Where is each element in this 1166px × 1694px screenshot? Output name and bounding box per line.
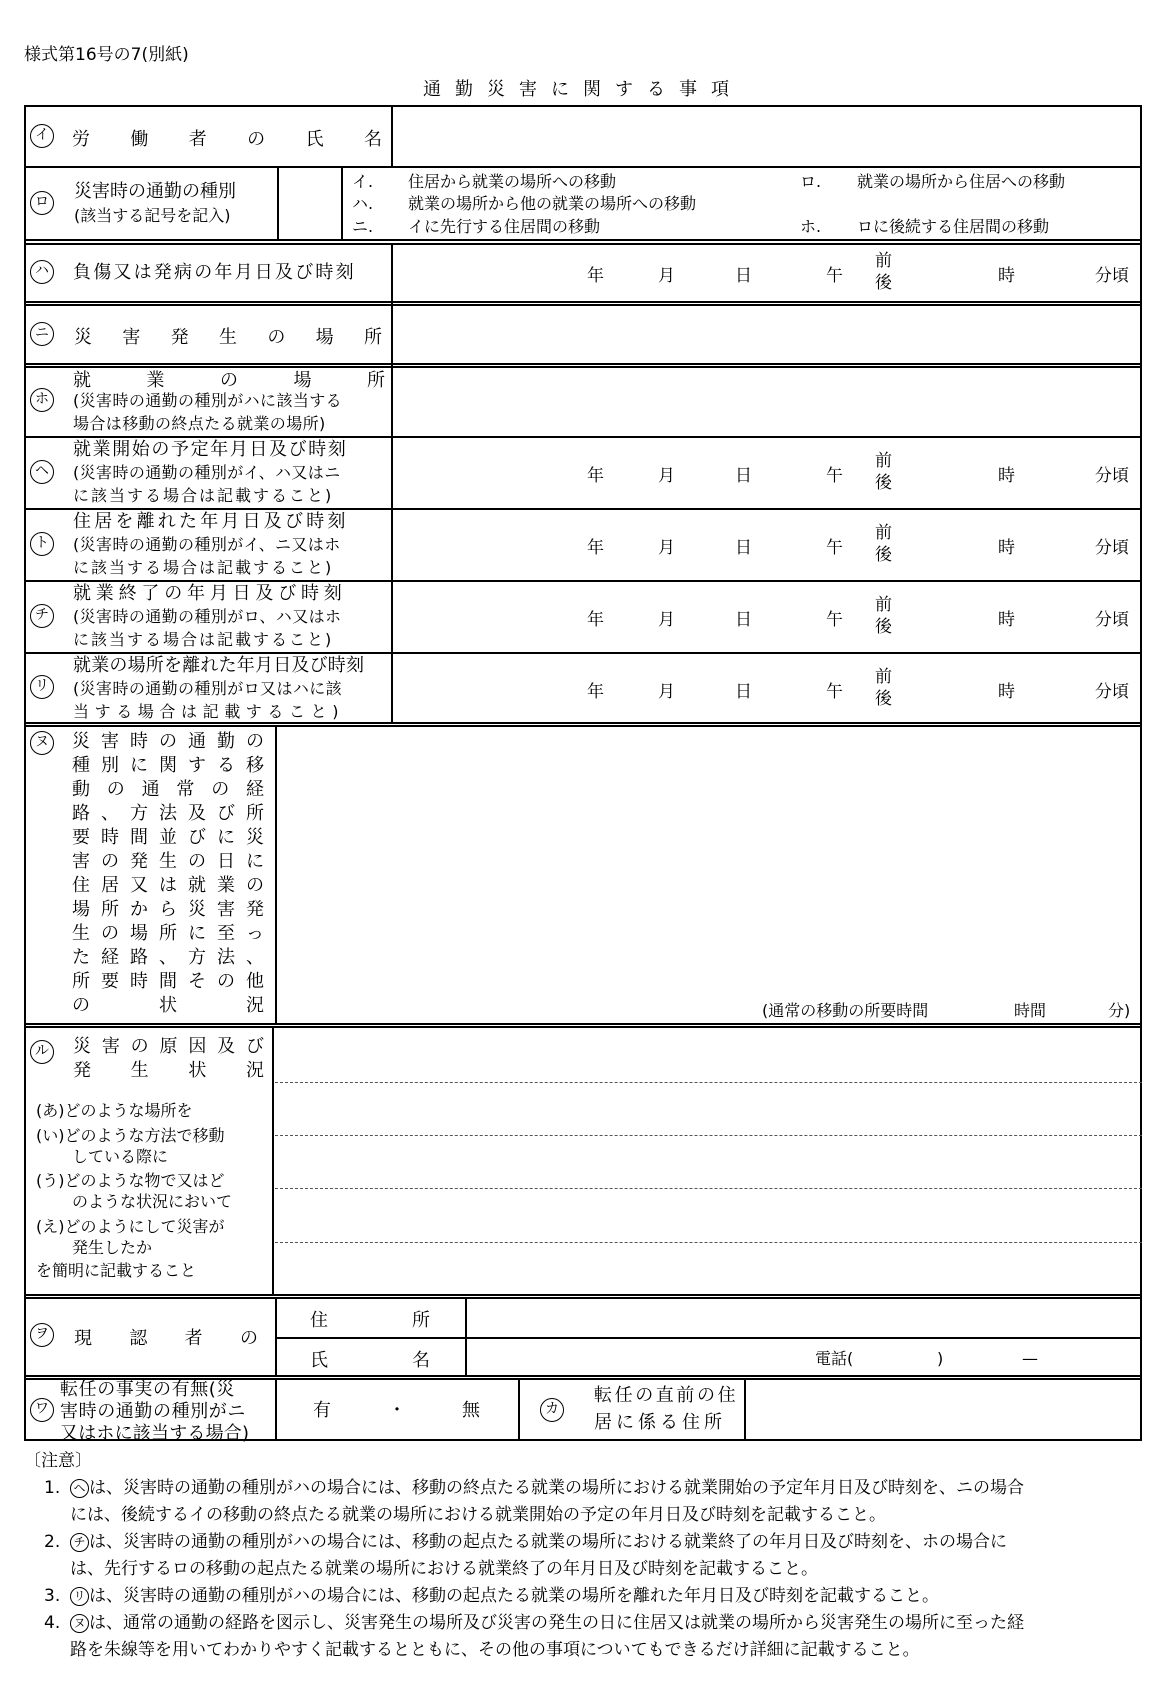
chi-datetime-field[interactable] bbox=[395, 512, 1139, 578]
cause-label-2: 発 生 状 況 bbox=[73, 1060, 264, 1081]
usual-time-minutes-unit: 分) bbox=[1108, 1001, 1131, 1020]
commute-type-sublabel: (該当する記号を記入) bbox=[74, 206, 231, 225]
note-text bbox=[46, 1583, 1142, 1610]
to-unit-month: 月 bbox=[658, 538, 675, 558]
option-text-ha: 就業の場所から他の就業の場所への移動 bbox=[408, 194, 697, 213]
row-divider bbox=[24, 725, 1142, 727]
column-divider bbox=[465, 1297, 467, 1375]
note-text-line-1: は、災害時の通勤の種別がハの場合には、移動の起点たる就業の場所を離れた年月日及び時刻を記載すること。 bbox=[89, 1586, 939, 1606]
he-unit-month: 月 bbox=[658, 466, 675, 486]
transfer-yes-option[interactable]: 有 bbox=[313, 1400, 331, 1421]
to-unit-noon: 午 bbox=[826, 538, 843, 558]
ha-unit-am: 前 bbox=[875, 251, 892, 271]
column-divider bbox=[275, 1378, 277, 1441]
ha-datetime-field[interactable] bbox=[395, 246, 1139, 300]
note-mark-icon: リ bbox=[70, 1587, 89, 1606]
ri-unit-pm: 後 bbox=[875, 689, 892, 709]
notes-section bbox=[24, 1448, 1142, 1664]
transfer-separator: ・ bbox=[388, 1400, 406, 1421]
left-home-note-2: に該当する場合は記載すること) bbox=[73, 558, 334, 577]
page-title: 通勤災害に関する事項 bbox=[423, 79, 743, 100]
notes-heading: 〔注意〕 bbox=[24, 1451, 92, 1471]
note-item bbox=[24, 1583, 1142, 1610]
witness-name-field[interactable] bbox=[469, 1340, 799, 1374]
commute-type-label: 災害時の通勤の種別 bbox=[74, 181, 236, 202]
he-unit-noon: 午 bbox=[826, 466, 843, 486]
transfer-no-option[interactable]: 無 bbox=[462, 1400, 480, 1421]
cause-item-instruction: を簡明に記載すること bbox=[36, 1261, 197, 1280]
mark-nu-icon: ヌ bbox=[30, 731, 54, 755]
left-home-note-1: (災害時の通勤の種別がイ、ニ又はホ bbox=[73, 535, 341, 554]
row-divider bbox=[24, 1026, 1142, 1028]
column-divider bbox=[275, 1297, 277, 1375]
note-number: 1. bbox=[44, 1478, 61, 1498]
mark-ha-icon: ハ bbox=[30, 260, 54, 284]
to-unit-year: 年 bbox=[587, 538, 604, 558]
note-text-line-1: は、通常の通勤の経路を図示し、災害発生の場所及び災害の発生の日に住居又は就業の場所から災害発生の場所に至った経 bbox=[89, 1613, 1024, 1633]
row-divider bbox=[24, 363, 1142, 365]
route-label-line: た 経 路 、 方 法 、 bbox=[72, 947, 264, 968]
note-item bbox=[24, 1475, 1142, 1529]
ha-unit-noon: 午 bbox=[826, 266, 843, 286]
worker-name-field[interactable] bbox=[395, 108, 1139, 164]
ri-unit-year: 年 bbox=[587, 682, 604, 702]
to-unit-hour: 時 bbox=[998, 538, 1015, 558]
work-start-label: 就業開始の予定年月日及び時刻 bbox=[73, 439, 348, 460]
row-divider bbox=[24, 239, 1142, 241]
he-unit-hour: 時 bbox=[998, 466, 1015, 486]
cause-item-i-cont: している際に bbox=[72, 1147, 169, 1166]
accident-place-field[interactable] bbox=[395, 306, 1139, 362]
he-datetime-field[interactable] bbox=[395, 368, 1139, 434]
usual-time-open: (通常の移動の所要時間 bbox=[762, 1001, 929, 1020]
cause-label: 災 害 の 原 因 及 び bbox=[73, 1036, 264, 1057]
ha-unit-hour: 時 bbox=[998, 266, 1015, 286]
ri-unit-month: 月 bbox=[658, 682, 675, 702]
work-end-note-2: に該当する場合は記載すること) bbox=[73, 630, 334, 649]
mark-wa-icon: ワ bbox=[30, 1398, 54, 1422]
note-text-line-2: は、先行するロの移動の起点たる就業の場所における就業終了の年月日及び時刻を記載すること。 bbox=[70, 1559, 818, 1579]
option-key-ro: ロ. bbox=[800, 172, 822, 191]
worker-name-label: 労 働 者 の 氏 名 bbox=[72, 129, 382, 150]
chi-unit-pm: 後 bbox=[875, 617, 892, 637]
to-unit-minute: 分頃 bbox=[1095, 538, 1129, 558]
note-text bbox=[46, 1475, 1142, 1529]
row-divider bbox=[24, 166, 1142, 168]
mark-he-icon: ヘ bbox=[30, 460, 54, 484]
work-place-note-1: (災害時の通勤の種別がハに該当する bbox=[73, 391, 343, 410]
column-divider bbox=[341, 166, 343, 239]
column-divider bbox=[391, 243, 393, 722]
transfer-label-1: 転任の事実の有無(災 bbox=[60, 1379, 236, 1400]
mark-ri-icon: リ bbox=[30, 675, 54, 699]
column-divider bbox=[277, 166, 279, 239]
previous-address-label-2: 居に係る住所 bbox=[594, 1412, 726, 1433]
witness-phone-dash: — bbox=[1022, 1349, 1038, 1368]
witness-address-label: 住 所 bbox=[310, 1310, 430, 1331]
witness-name-label: 氏 名 bbox=[310, 1350, 430, 1371]
ha-unit-month: 月 bbox=[658, 266, 675, 286]
previous-address-field[interactable] bbox=[748, 1381, 1139, 1439]
note-number: 3. bbox=[44, 1586, 61, 1606]
witness-phone-close: ) bbox=[937, 1349, 944, 1368]
row-divider bbox=[24, 301, 1142, 303]
mark-ka-icon: カ bbox=[540, 1398, 564, 1422]
cause-item-a: (あ)どのような場所を bbox=[36, 1101, 193, 1120]
route-label-line: 生 の 場 所 に 至 っ bbox=[72, 923, 264, 944]
ri-unit-noon: 午 bbox=[826, 682, 843, 702]
route-label-line: 住 居 又 は 就 業 の bbox=[72, 875, 264, 896]
note-text-line-1: は、災害時の通勤の種別がハの場合には、移動の起点たる就業の場所における就業終了の年月日及び時刻を、ホの場合に bbox=[89, 1532, 1007, 1552]
route-label-line: 種 別 に 関 す る 移 bbox=[72, 755, 264, 776]
chi-unit-month: 月 bbox=[658, 610, 675, 630]
option-key-ni: ニ. bbox=[352, 217, 374, 236]
left-home-label: 住居を離れた年月日及び時刻 bbox=[73, 511, 349, 532]
route-label-line: 要 時 間 並 び に 災 bbox=[72, 827, 264, 848]
witness-label: 現 認 者 の bbox=[74, 1328, 258, 1349]
route-label-line: 所 要 時 間 そ の 他 bbox=[72, 971, 264, 992]
option-key-ho: ホ. bbox=[800, 217, 822, 236]
ri-unit-hour: 時 bbox=[998, 682, 1015, 702]
work-place-note-2: 場合は移動の終点たる就業の場所) bbox=[73, 414, 326, 433]
cause-item-e-cont: 発生したか bbox=[72, 1238, 153, 1257]
injury-datetime-label: 負傷又は発病の年月日及び時刻 bbox=[73, 262, 356, 283]
mark-ni-icon: ニ bbox=[30, 322, 54, 346]
chi-unit-noon: 午 bbox=[826, 610, 843, 630]
mark-ho-icon: ホ bbox=[30, 388, 54, 412]
mark-to-icon: ト bbox=[30, 532, 54, 556]
note-mark-icon: ヘ bbox=[70, 1479, 89, 1498]
work-place-label: 就 業 の 場 所 bbox=[73, 370, 385, 391]
ri-unit-minute: 分頃 bbox=[1095, 682, 1129, 702]
note-text-line-1: は、災害時の通勤の種別がハの場合には、移動の終点たる就業の場所における就業開始の予定年月日及び時刻を、ニの場合 bbox=[89, 1478, 1024, 1498]
ri-unit-am: 前 bbox=[875, 667, 892, 687]
to-unit-day: 日 bbox=[735, 538, 752, 558]
work-start-note-1: (災害時の通勤の種別がイ、ハ又はニ bbox=[73, 463, 341, 482]
column-divider bbox=[744, 1378, 746, 1441]
note-number: 4. bbox=[44, 1613, 61, 1633]
work-end-note-1: (災害時の通勤の種別がロ、ハ又はホ bbox=[73, 607, 342, 626]
mark-ro-icon: ロ bbox=[30, 191, 54, 215]
witness-address-field[interactable] bbox=[469, 1299, 1139, 1335]
route-description-label bbox=[72, 730, 264, 1018]
he-unit-pm: 後 bbox=[875, 473, 892, 493]
route-label-line: の 状 況 bbox=[72, 995, 264, 1016]
left-work-note-2: 当する場合は記載すること) bbox=[73, 702, 345, 721]
route-label-line: 場 所 か ら 災 害 発 bbox=[72, 899, 264, 920]
work-end-label: 就業終了の年月日及び時刻 bbox=[73, 583, 347, 604]
row-divider bbox=[24, 1294, 1142, 1296]
note-item bbox=[24, 1610, 1142, 1664]
option-key-ha: ハ. bbox=[352, 194, 374, 213]
note-text-line-2: 路を朱線等を用いてわかりやすく記載するとともに、その他の事項についてもできるだけ詳細に記載すること。 bbox=[70, 1640, 920, 1660]
form-number: 様式第16号の7(別紙) bbox=[24, 45, 189, 65]
ri-unit-day: 日 bbox=[735, 682, 752, 702]
column-divider bbox=[391, 105, 393, 166]
column-divider bbox=[275, 725, 277, 1023]
chi-unit-year: 年 bbox=[587, 610, 604, 630]
note-mark-icon: チ bbox=[70, 1533, 89, 1552]
ha-unit-minute: 分頃 bbox=[1095, 266, 1129, 286]
work-start-note-2: に該当する場合は記載すること) bbox=[73, 486, 334, 505]
option-text-ho: ロに後続する住居間の移動 bbox=[857, 217, 1050, 236]
ha-unit-pm: 後 bbox=[875, 273, 892, 293]
he-unit-am: 前 bbox=[875, 451, 892, 471]
option-text-i: 住居から就業の場所への移動 bbox=[408, 172, 617, 191]
ri-datetime-field[interactable] bbox=[395, 584, 1139, 650]
row-divider bbox=[275, 1337, 1142, 1339]
mark-wo-icon: ヲ bbox=[30, 1323, 54, 1347]
transfer-label-3: 又はホに該当する場合) bbox=[60, 1423, 250, 1444]
mark-chi-icon: チ bbox=[30, 604, 54, 628]
left-work-note-1: (災害時の通勤の種別がロ又はハに該 bbox=[73, 679, 343, 698]
row-divider bbox=[24, 243, 1142, 245]
transfer-label-2: 害時の通勤の種別がニ bbox=[60, 1401, 246, 1422]
ha-unit-year: 年 bbox=[587, 266, 604, 286]
option-text-ni: イに先行する住居間の移動 bbox=[408, 217, 601, 236]
he-unit-minute: 分頃 bbox=[1095, 466, 1129, 486]
route-drawing-area[interactable] bbox=[279, 728, 1139, 998]
note-mark-icon: ヌ bbox=[70, 1614, 89, 1633]
cause-item-u: (う)どのような物で又はど bbox=[36, 1171, 225, 1190]
cause-description-field[interactable] bbox=[279, 1029, 1139, 1292]
previous-address-label-1: 転任の直前の住 bbox=[594, 1385, 739, 1406]
route-label-line: 路 、 方 法 及 び 所 bbox=[72, 803, 264, 824]
mark-i-icon: イ bbox=[30, 124, 54, 148]
option-text-ro: 就業の場所から住居への移動 bbox=[857, 172, 1066, 191]
he-unit-day: 日 bbox=[735, 466, 752, 486]
commute-type-code-field[interactable] bbox=[280, 168, 340, 238]
cause-item-u-cont: のような状況において bbox=[72, 1192, 233, 1211]
route-label-line: 害 の 発 生 の 日 に bbox=[72, 851, 264, 872]
to-unit-pm: 後 bbox=[875, 545, 892, 565]
cause-item-e: (え)どのようにして災害が bbox=[36, 1217, 225, 1236]
column-divider bbox=[272, 1026, 274, 1294]
cause-item-i: (い)どのような方法で移動 bbox=[36, 1126, 225, 1145]
note-text bbox=[46, 1610, 1142, 1664]
chi-unit-hour: 時 bbox=[998, 610, 1015, 630]
note-text bbox=[46, 1529, 1142, 1583]
ha-unit-day: 日 bbox=[735, 266, 752, 286]
note-text-line-2: には、後続するイの移動の終点たる就業の場所における就業開始の予定の年月日及び時刻を記載すること。 bbox=[70, 1505, 886, 1525]
route-label-line: 災 害 時 の 通 勤 の bbox=[72, 731, 264, 752]
to-unit-am: 前 bbox=[875, 523, 892, 543]
he-unit-year: 年 bbox=[587, 466, 604, 486]
note-number: 2. bbox=[44, 1532, 61, 1552]
usual-time-hours-unit: 時間 bbox=[1014, 1001, 1047, 1020]
chi-unit-am: 前 bbox=[875, 595, 892, 615]
option-key-i: イ. bbox=[352, 172, 374, 191]
to-datetime-field[interactable] bbox=[395, 440, 1139, 506]
left-work-label: 就業の場所を離れた年月日及び時刻 bbox=[73, 655, 365, 676]
route-label-line: 動 の 通 常 の 経 bbox=[72, 779, 264, 800]
note-item bbox=[24, 1529, 1142, 1583]
witness-phone-label: 電話( bbox=[815, 1349, 854, 1368]
row-divider bbox=[24, 1375, 1142, 1377]
mark-ru-icon: ル bbox=[30, 1040, 54, 1064]
column-divider bbox=[518, 1378, 520, 1441]
row-divider bbox=[24, 1023, 1142, 1025]
chi-unit-day: 日 bbox=[735, 610, 752, 630]
chi-unit-minute: 分頃 bbox=[1095, 610, 1129, 630]
accident-place-label: 災 害 発 生 の 場 所 bbox=[74, 327, 382, 348]
